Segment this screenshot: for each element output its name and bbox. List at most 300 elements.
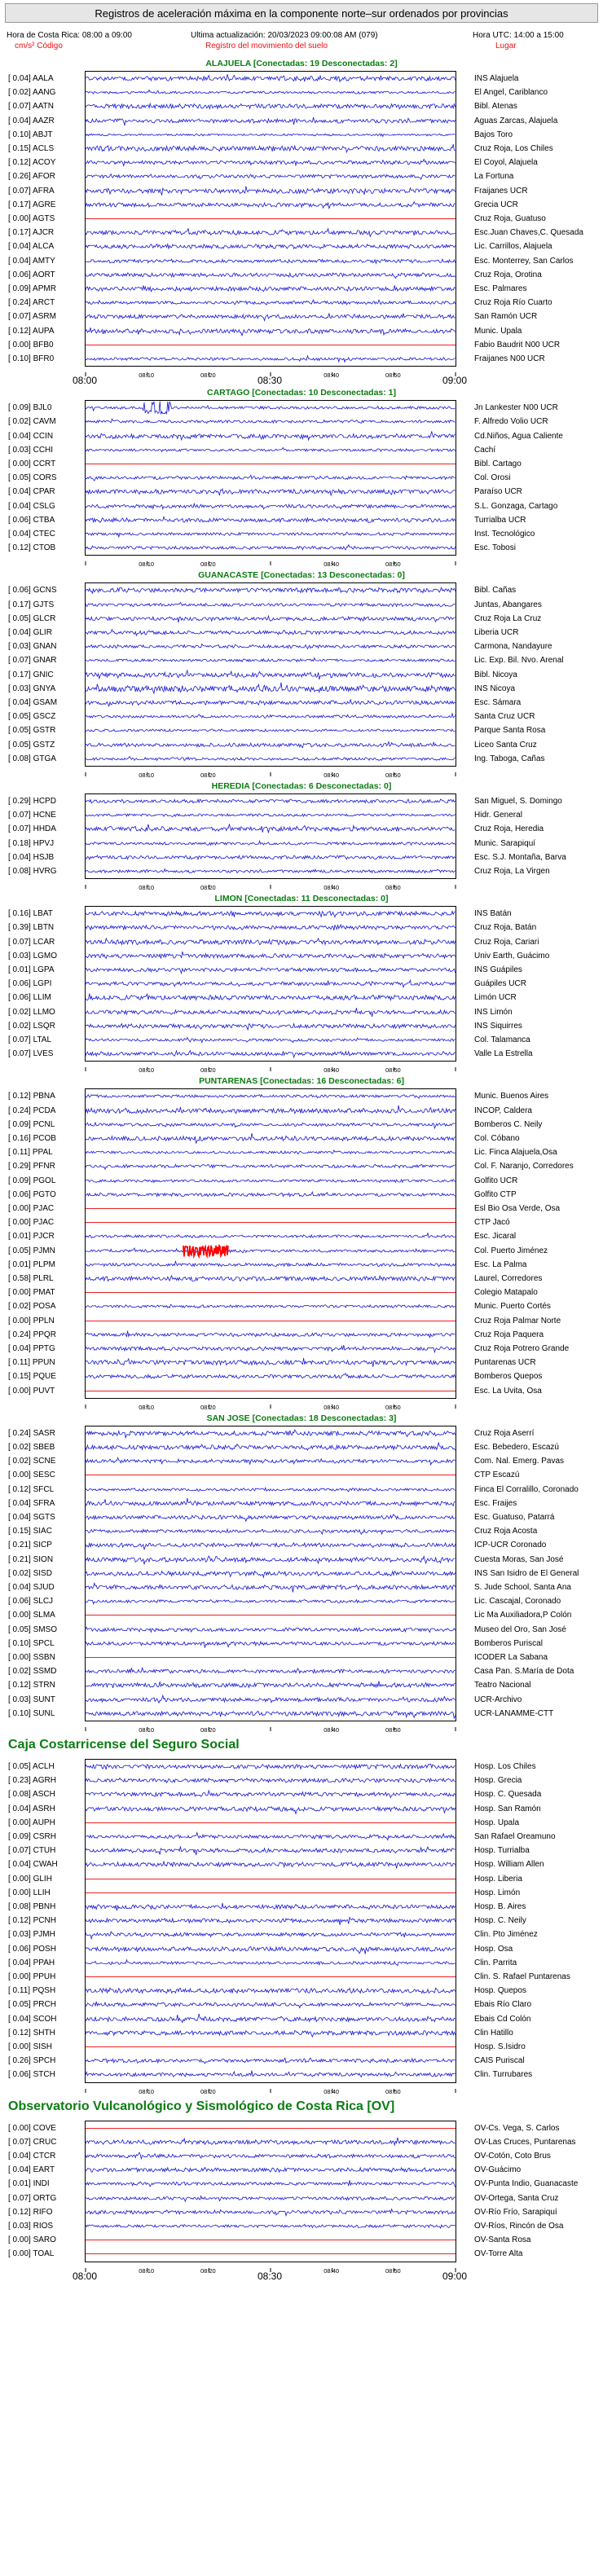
station-site: INS Alajuela [474, 74, 519, 83]
seismic-trace [86, 401, 456, 415]
seismic-trace [86, 282, 456, 296]
station-site: Cruz Roja, Orotina [474, 270, 542, 279]
station-value-code [8, 327, 55, 336]
station-row [0, 1258, 603, 1272]
station-site: OV-Río Frío, Sarapiquí [474, 2207, 557, 2217]
station-site: Paraíso UCR [474, 487, 522, 497]
station-row [0, 2205, 603, 2219]
station-row [0, 1215, 603, 1229]
section-heading: Caja Costarricense del Seguro Social [8, 1738, 240, 1752]
station-row [0, 1272, 603, 1286]
station-row [0, 1356, 603, 1369]
station-site: La Fortuna [474, 172, 514, 182]
station-value-code [8, 1330, 56, 1339]
station-row [0, 1787, 603, 1801]
station-row [0, 513, 603, 527]
station-site: Esc. La Palma [474, 1259, 527, 1269]
station-row [0, 612, 603, 626]
acceleration-value: [ 0.07] [8, 186, 31, 196]
station-value-code [8, 1470, 55, 1479]
station-value-code [8, 684, 55, 693]
station-code: ASRM [30, 312, 56, 322]
acceleration-value: [ 0.16] [8, 1134, 31, 1143]
trace-line [86, 90, 456, 95]
station-row [0, 1483, 603, 1497]
acceleration-value: [ 0.00] [8, 459, 31, 468]
seismic-trace [86, 1872, 456, 1886]
trace-line [86, 1179, 456, 1182]
station-value-code [8, 1832, 56, 1841]
seismic-trace [86, 1019, 456, 1033]
station-value-code [8, 2056, 55, 2065]
station-row [0, 822, 603, 836]
seismic-trace [86, 822, 456, 836]
acceleration-value: [ 0.00] [8, 1653, 31, 1662]
axis-minor-label: 08:40 [324, 371, 340, 380]
trace-line [86, 259, 456, 263]
station-row [0, 99, 603, 113]
station-row [0, 184, 603, 198]
station-value-code [8, 1541, 52, 1550]
station-value-code [8, 2000, 56, 2009]
station-code: BJL0 [30, 403, 52, 413]
seismic-trace [86, 1229, 456, 1243]
station-value-code [8, 1246, 55, 1255]
station-code: SARO [30, 2235, 56, 2245]
trace-line [86, 1832, 456, 1840]
station-code: AFOR [30, 172, 55, 182]
station-value-code [8, 1204, 54, 1213]
station-code: CORS [30, 473, 57, 483]
seismic-trace [86, 2219, 456, 2233]
station-row [0, 1637, 603, 1651]
acceleration-value: [ 0.07] [8, 1049, 31, 1059]
station-row [0, 1956, 603, 1970]
axis-minor-label: 08:20 [200, 1403, 216, 1411]
seismic-trace [86, 668, 456, 682]
station-row [0, 1047, 603, 1061]
station-site: Hosp. William Allen [474, 1860, 544, 1870]
station-row [0, 415, 603, 429]
station-code: LVES [30, 1049, 54, 1059]
station-row [0, 1664, 603, 1678]
acceleration-value: [ 0.05] [8, 712, 31, 722]
axis-minor-label: 08:10 [139, 1066, 155, 1075]
seismic-trace [86, 921, 456, 934]
acceleration-value: [ 0.06] [8, 586, 31, 596]
axis-minor-label: 08:50 [385, 1066, 401, 1075]
seismic-trace [86, 1678, 456, 1692]
station-site: OV-Ríos, Rincón de Osa [474, 2222, 564, 2231]
station-code: GSAM [30, 698, 58, 707]
station-code: TOAL [30, 2249, 55, 2259]
station-code: POSA [30, 1302, 56, 1312]
station-site: Fabio Baudrit N00 UCR [474, 340, 561, 349]
trace-line [86, 682, 456, 692]
seismic-trace [86, 738, 456, 752]
trace-line [86, 729, 456, 732]
acceleration-value: [ 0.04] [8, 2165, 31, 2175]
station-value-code [8, 1176, 55, 1185]
axis-minor-label: 08:40 [324, 771, 340, 779]
station-site: Hosp. San Ramón [474, 1804, 541, 1813]
station-code: LSQR [30, 1021, 55, 1031]
station-value-code [8, 1639, 55, 1648]
station-row [0, 142, 603, 156]
trace-line [86, 103, 456, 109]
seismic-trace [86, 1524, 456, 1538]
acceleration-value: [ 0.58] [8, 1274, 31, 1283]
acceleration-value: [ 0.12] [8, 158, 31, 168]
station-value-code [8, 1092, 55, 1101]
trace-line [86, 1123, 456, 1128]
seismic-trace [86, 1369, 456, 1383]
hora-utc: Hora UTC: 14:00 a 15:00 [473, 31, 564, 40]
station-value-code [8, 1022, 55, 1031]
station-row [0, 471, 603, 485]
station-code: AANG [30, 88, 56, 98]
acceleration-value: [ 0.12] [8, 1092, 31, 1101]
acceleration-value: [ 0.00] [8, 1470, 31, 1480]
station-row [0, 1900, 603, 1914]
station-value-code [8, 74, 54, 83]
trace-line [86, 1248, 456, 1253]
station-site: Lic. Exp. Bil. Nvo. Arenal [474, 656, 564, 666]
station-site: Esl Bio Osa Verde, Osa [474, 1204, 561, 1213]
trace-line [86, 1165, 456, 1170]
station-site: Bomberos Puriscal [474, 1638, 543, 1648]
station-site: Cruz Roja La Cruz [474, 613, 542, 623]
section-heading: Observatorio Vulcanológico y Sismológico de Costa Rica [OV] [8, 2099, 395, 2113]
seismic-trace [86, 2233, 456, 2247]
station-code: SISH [30, 2042, 52, 2051]
seismic-trace [86, 1693, 456, 1707]
acceleration-value: [ 0.26] [8, 2056, 31, 2066]
station-row [0, 198, 603, 212]
seismic-trace [86, 1664, 456, 1678]
station-code: SBEB [30, 1443, 55, 1452]
acceleration-value: [ 0.00] [8, 1888, 31, 1897]
station-row [0, 1188, 603, 1202]
station-row [0, 1132, 603, 1145]
trace-line [86, 644, 456, 649]
station-row [0, 114, 603, 128]
seismic-trace [86, 1159, 456, 1173]
station-code: ABJT [30, 130, 53, 139]
station-site: Hosp. B. Aires [474, 1902, 526, 1911]
station-code: PMAT [30, 1288, 55, 1298]
acceleration-value: [ 0.09] [8, 1119, 31, 1129]
station-site: OV-Santa Rosa [474, 2235, 531, 2245]
station-code: AUPA [30, 326, 55, 336]
station-value-code [8, 502, 55, 511]
acceleration-value: [ 0.10] [8, 1708, 31, 1718]
station-site: Munic. Puerto Cortés [474, 1302, 551, 1312]
station-site: Esc. Fraijes [474, 1498, 517, 1508]
station-row [0, 1538, 603, 1552]
station-site: Hosp. C. Quesada [474, 1790, 542, 1800]
trace-line [86, 431, 456, 440]
seismic-trace [86, 977, 456, 991]
seismic-trace [86, 338, 456, 352]
trace-line [86, 134, 456, 136]
station-site: Fraijanes UCR [474, 186, 528, 196]
station-value-code [8, 172, 55, 181]
station-code: GLIH [30, 1874, 52, 1884]
station-site: Hosp. Limón [474, 1888, 521, 1897]
station-row [0, 1970, 603, 1984]
station-value-code [8, 1288, 55, 1297]
seismic-trace [86, 1942, 456, 1956]
page-title: Registros de aceleración máxima en la componente norte–sur ordenados por provincias [95, 7, 508, 20]
seismic-trace [86, 1454, 456, 1468]
station-value-code [8, 102, 54, 111]
station-row [0, 583, 603, 597]
seismic-trace [86, 254, 456, 268]
seismic-trace [86, 1244, 456, 1258]
seismic-trace [86, 1299, 456, 1313]
station-value-code [8, 726, 55, 735]
station-value-code [8, 1569, 52, 1578]
seismic-trace [86, 198, 456, 212]
station-row [0, 1553, 603, 1567]
station-code: SCOH [30, 2014, 57, 2024]
seismic-trace [86, 991, 456, 1004]
seismic-trace [86, 2012, 456, 2026]
station-row [0, 723, 603, 737]
station-row [0, 1426, 603, 1440]
seismic-trace [86, 268, 456, 282]
station-code: BFR0 [30, 354, 55, 363]
station-site: Esc. Monterrey, San Carlos [474, 256, 574, 266]
station-site: Univ Earth, Guácimo [474, 951, 550, 961]
seismic-trace [86, 1104, 456, 1118]
station-value-code [8, 1443, 55, 1452]
trace-line [86, 475, 456, 481]
station-site: Esc. Palmares [474, 284, 527, 293]
station-site: Clin. Parrita [474, 1958, 517, 1967]
station-code: LLMO [30, 1007, 55, 1017]
station-code: PCNH [30, 1916, 56, 1926]
station-code: LLIM [30, 993, 51, 1003]
acceleration-value: [ 0.15] [8, 1527, 31, 1536]
station-site: OV-Guácimo [474, 2165, 522, 2175]
station-row [0, 1678, 603, 1692]
station-code: LGPI [30, 979, 52, 989]
acceleration-value: [ 0.04] [8, 256, 31, 266]
station-row [0, 1998, 603, 2011]
axis-minor-label: 08:50 [385, 2087, 401, 2095]
seismic-trace [86, 1538, 456, 1552]
trace-line [86, 814, 456, 817]
station-code: AMTY [30, 256, 55, 266]
station-row [0, 2068, 603, 2081]
station-site: Fraijanes N00 UCR [474, 354, 545, 363]
trace-line [86, 1571, 456, 1577]
station-site: INCOP, Caldera [474, 1106, 532, 1115]
seismic-trace [86, 1132, 456, 1145]
station-site: OV-Ortega, Santa Cruz [474, 2193, 559, 2203]
trace-line [86, 1946, 456, 1954]
station-value-code [8, 2179, 50, 2188]
station-value-code [8, 2070, 55, 2079]
seismic-trace [86, 864, 456, 878]
station-site: Hosp. Quepos [474, 1986, 526, 1996]
axis-minor-label: 08:20 [200, 2087, 216, 2095]
trace-line [86, 1862, 456, 1869]
acceleration-value: [ 0.01] [8, 965, 31, 974]
seismic-trace [86, 935, 456, 949]
station-site: Esc. Sámara [474, 698, 522, 707]
station-site: Hosp. C. Neily [474, 1916, 526, 1926]
station-code: CTCR [30, 2152, 56, 2161]
acceleration-value: [ 0.24] [8, 1106, 31, 1115]
trace-line [86, 1642, 456, 1648]
axis-major-label: 08:00 [72, 375, 98, 387]
station-site: Valle La Estrella [474, 1049, 533, 1059]
station-site: Cuesta Moras, San José [474, 1554, 564, 1564]
station-value-code [8, 698, 57, 707]
trace-line [86, 1105, 456, 1113]
trace-line [86, 602, 456, 606]
station-row [0, 696, 603, 710]
acceleration-value: [ 0.03] [8, 684, 31, 693]
acceleration-value: [ 0.15] [8, 1372, 31, 1382]
acceleration-value: [ 0.26] [8, 172, 31, 182]
seismic-trace [86, 1886, 456, 1900]
station-code: GSTR [30, 726, 56, 736]
acceleration-value: [ 0.00] [8, 2123, 31, 2133]
station-code: HCPD [30, 797, 56, 806]
station-site: Cruz Roja Potrero Grande [474, 1344, 570, 1353]
station-site: Ebais Río Claro [474, 2000, 532, 2010]
acceleration-value: [ 0.02] [8, 1007, 31, 1017]
axis-minor-label: 08:50 [385, 884, 401, 892]
station-row [0, 1244, 603, 1258]
trace-line [86, 186, 456, 195]
station-site: INS Limón [474, 1007, 513, 1017]
trace-line [86, 244, 456, 249]
station-site: Liceo Santa Cruz [474, 740, 537, 750]
station-code: LTAL [30, 1035, 52, 1044]
station-site: Cruz Roja, Batán [474, 923, 537, 933]
seismic-trace [86, 1174, 456, 1188]
station-site: Cachí [474, 445, 496, 455]
station-code: PLRL [30, 1274, 54, 1283]
station-row [0, 1928, 603, 1941]
station-row [0, 1774, 603, 1787]
section-title: LIMON [Conectadas: 11 Desconectadas: 0] [214, 894, 389, 904]
station-code: CCIN [30, 431, 54, 441]
station-value-code [8, 242, 54, 251]
station-row [0, 527, 603, 541]
trace-line [86, 1988, 456, 1993]
station-code: PPAL [30, 1148, 53, 1158]
acceleration-value: [ 0.07] [8, 312, 31, 322]
station-code: PCDA [30, 1106, 56, 1115]
acceleration-value: [ 0.04] [8, 1860, 31, 1870]
station-code: SPCL [30, 1638, 55, 1648]
trace-line [86, 1556, 456, 1564]
station-code: LCAR [30, 937, 55, 947]
station-value-code [8, 1776, 56, 1785]
axis-minor-label: 08:50 [385, 371, 401, 380]
station-row [0, 1844, 603, 1857]
seismic-trace [86, 2205, 456, 2219]
station-code: CTBA [30, 515, 55, 525]
seismic-trace [86, 1787, 456, 1801]
station-code: SISD [30, 1568, 52, 1578]
station-site: Col. F. Naranjo, Corredores [474, 1162, 574, 1172]
seismic-trace [86, 2135, 456, 2149]
station-row [0, 1816, 603, 1830]
acceleration-value: [ 0.01] [8, 2179, 31, 2189]
station-site: Bajos Toro [474, 130, 513, 139]
station-value-code [8, 516, 55, 525]
trace-line [86, 2030, 456, 2037]
station-code: AGRH [30, 1776, 56, 1786]
acceleration-value: [ 0.04] [8, 242, 31, 252]
seismic-trace [86, 626, 456, 640]
station-value-code [8, 417, 56, 426]
station-row [0, 2247, 603, 2261]
station-value-code [8, 403, 51, 412]
trace-line [86, 1498, 456, 1506]
axis-major-label: 09:00 [442, 2270, 468, 2282]
station-site: INS Batán [474, 909, 512, 919]
axis-major-label: 08:00 [72, 2270, 98, 2282]
station-site: Museo del Oro, San José [474, 1624, 566, 1634]
station-code: SJUD [30, 1583, 55, 1592]
station-row [0, 1830, 603, 1844]
trace-line [86, 1711, 456, 1718]
station-row [0, 169, 603, 183]
station-row [0, 2135, 603, 2149]
station-code: SICP [30, 1541, 52, 1550]
station-site: Liberia UCR [474, 628, 519, 637]
station-code: GNAN [30, 642, 57, 652]
station-row [0, 2054, 603, 2068]
trace-line [86, 699, 456, 706]
seismic-trace [86, 226, 456, 240]
page-title-bar [5, 3, 598, 23]
acceleration-value: [ 0.04] [8, 116, 31, 125]
station-site: Santa Cruz UCR [474, 712, 535, 722]
station-site: Hosp. Osa [474, 1944, 513, 1954]
trace-line [86, 2014, 456, 2023]
station-value-code [8, 432, 53, 441]
station-code: HHDA [30, 824, 56, 834]
station-code: SFCL [30, 1484, 55, 1494]
seismic-trace [86, 2026, 456, 2040]
station-site: Juntas, Abangares [474, 600, 542, 609]
station-code: LBTN [30, 923, 55, 933]
station-row [0, 128, 603, 142]
acceleration-value: [ 0.03] [8, 642, 31, 652]
station-code: SION [30, 1554, 54, 1564]
station-value-code [8, 1317, 55, 1325]
axis-minor-label: 08:10 [139, 1403, 155, 1411]
acceleration-value: [ 0.00] [8, 214, 31, 223]
station-value-code [8, 1134, 56, 1143]
axis-major-label: 08:30 [257, 2270, 283, 2282]
seismic-trace [86, 1440, 456, 1454]
station-row [0, 1328, 603, 1342]
acceleration-value: [ 0.03] [8, 1930, 31, 1940]
station-code: CTUH [30, 1846, 56, 1856]
acceleration-value: [ 0.04] [8, 1958, 31, 1967]
station-row [0, 2163, 603, 2177]
